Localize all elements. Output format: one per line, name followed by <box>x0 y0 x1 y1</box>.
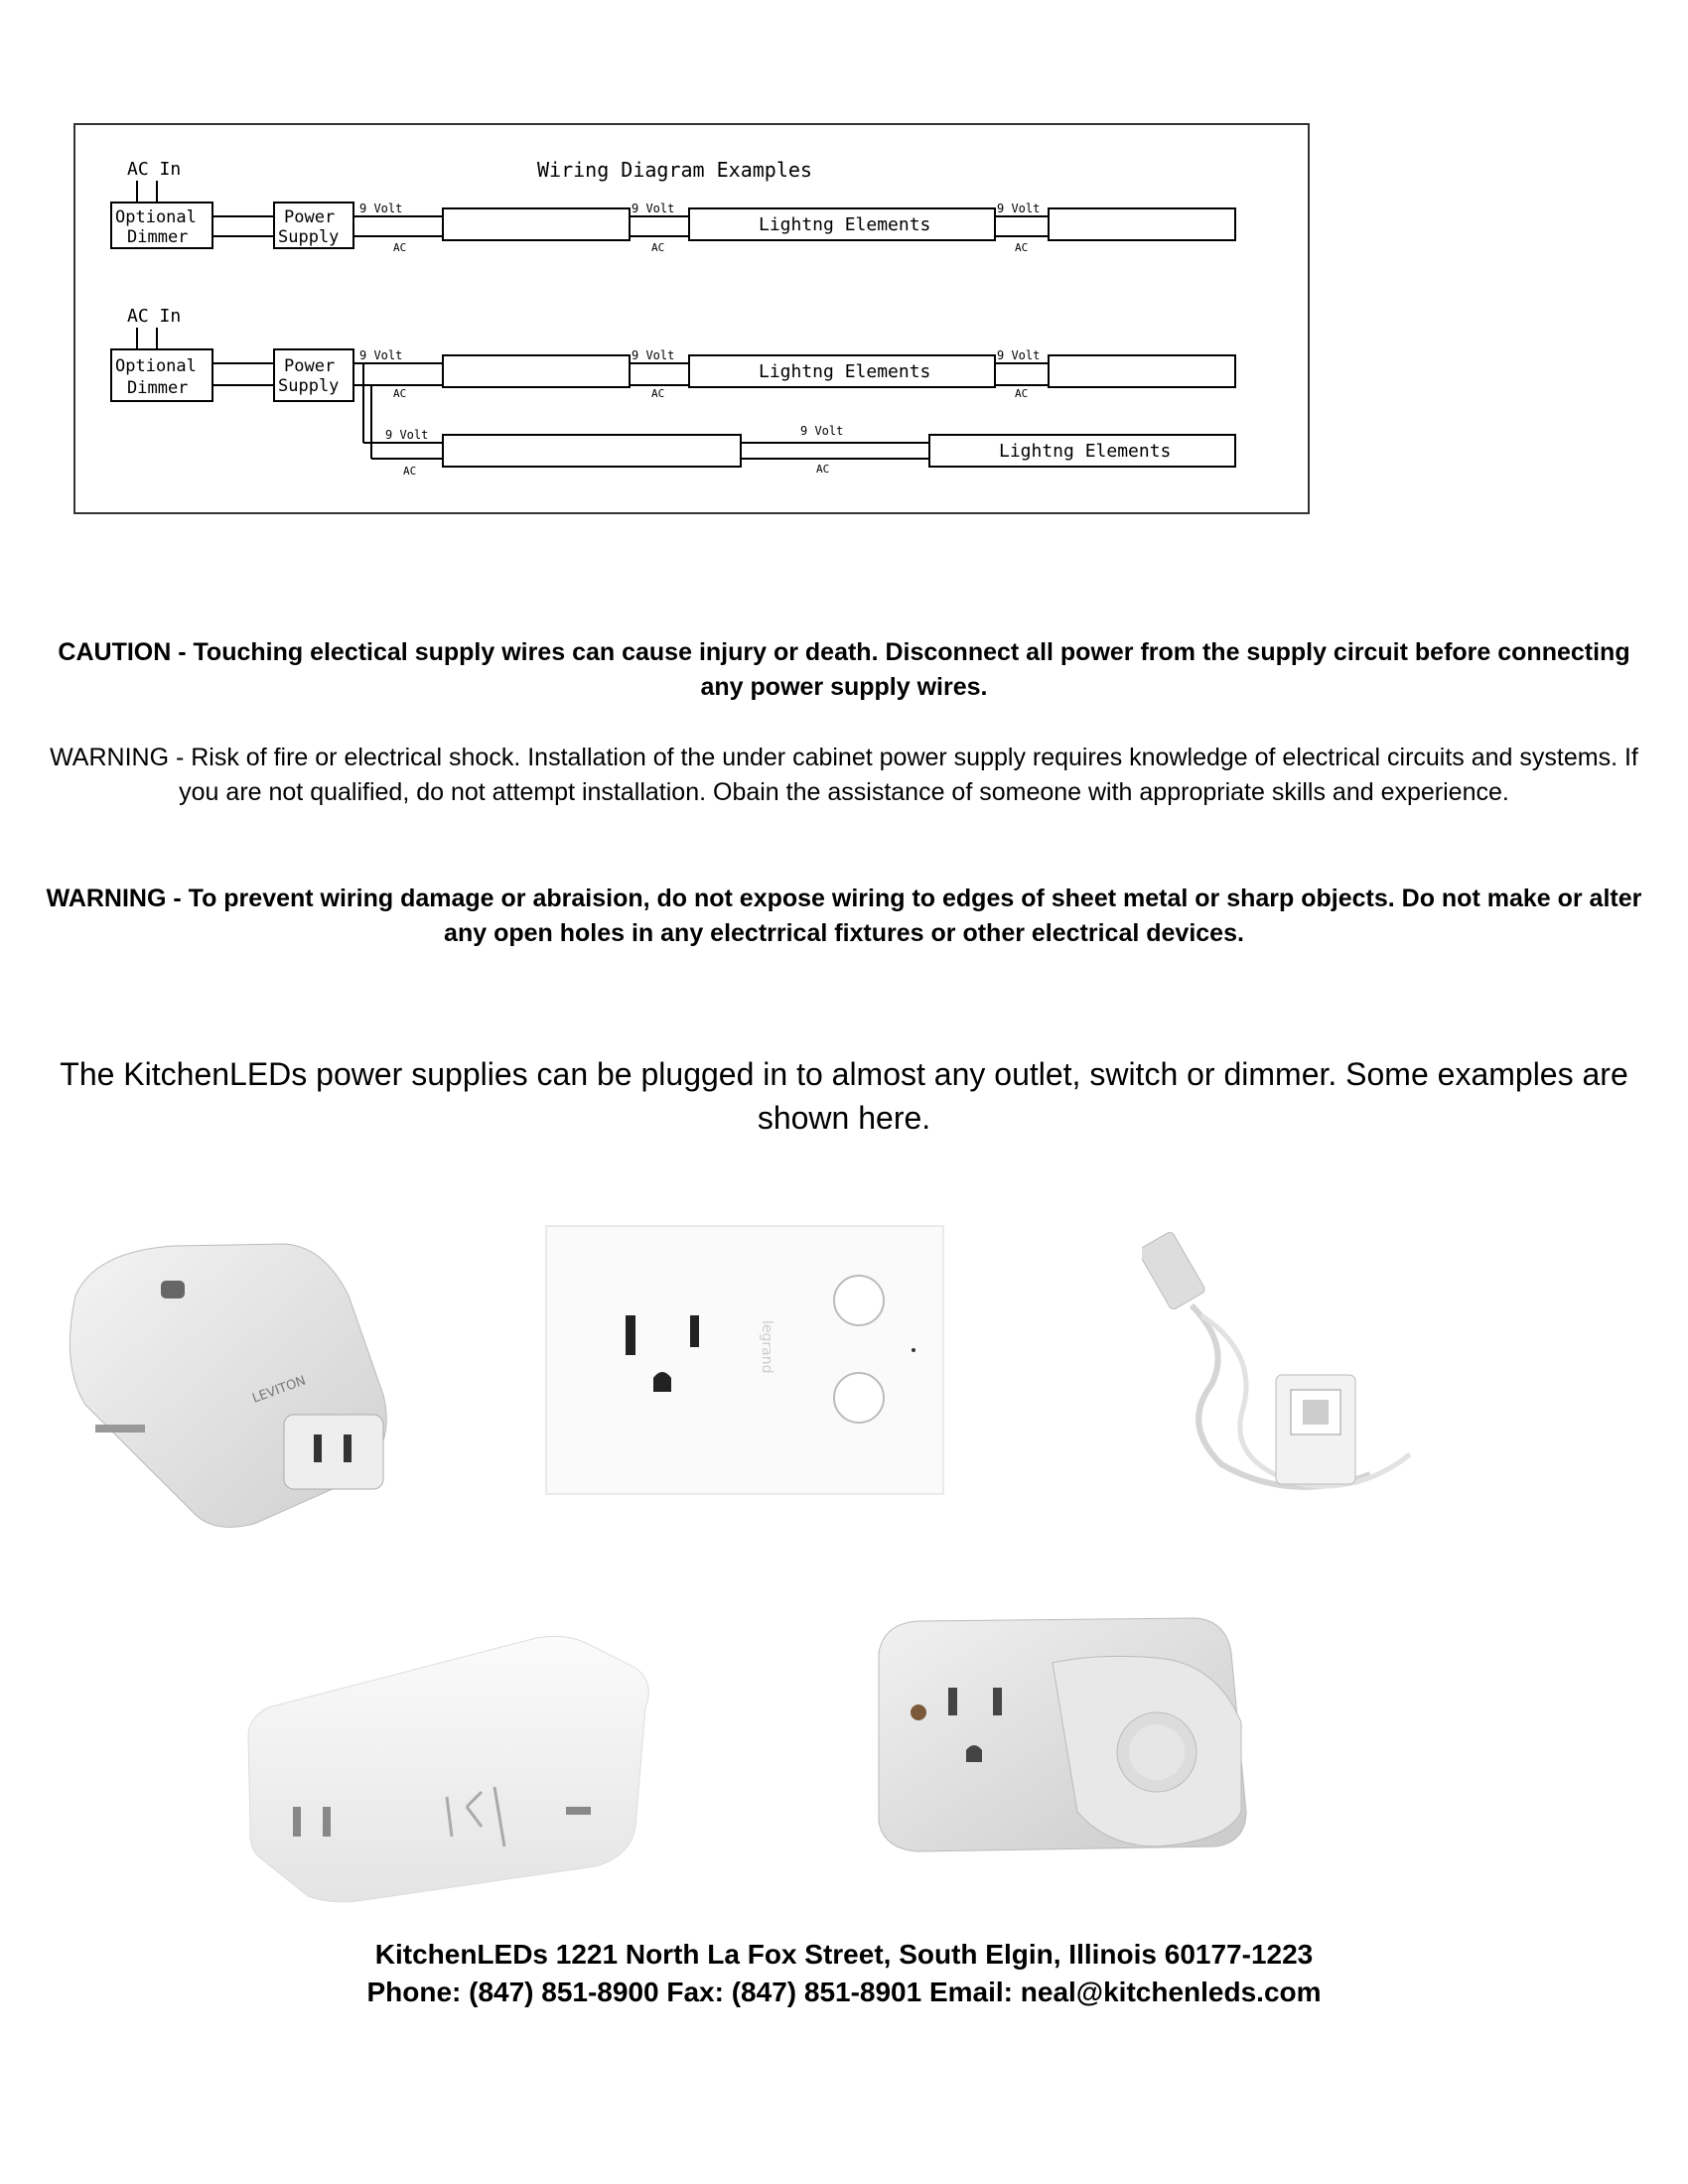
volt-label: 9 Volt <box>359 348 403 362</box>
switch-button-icon <box>834 1276 884 1325</box>
leviton-logo: LEVITON <box>250 1373 309 1407</box>
warning-wiring-text: WARNING - To prevent wiring damage or abraision, do not expose wiring to edges of sheet metal or sharp objects. Do not make or alter any open holes in any electrrical fixtures or other electrical devices. <box>46 885 1642 947</box>
power-label-1: Power <box>284 356 336 376</box>
dimmer-label-2: Dimmer <box>127 227 189 247</box>
volt-label: 9 Volt <box>385 428 429 442</box>
leviton-plug-in-dimmer-image <box>56 1236 443 1534</box>
diagram-title: Wiring Diagram Examples <box>537 158 812 182</box>
lighting-elements-label: Lightng Elements <box>999 441 1172 462</box>
caution-text: CAUTION - Touching electical supply wires can cause injury or death. Disconnect all power from the supply circuit before connecting any power supply wires. <box>58 638 1630 701</box>
volt-label: 9 Volt <box>997 202 1041 215</box>
intro-text: The KitchenLEDs power supplies can be plugged in to almost any outlet, switch or dimmer. Some examples are shown here. <box>60 1056 1628 1136</box>
legrand-logo: legrand <box>759 1320 774 1374</box>
volt-label: 9 Volt <box>800 424 844 438</box>
ac-in-label: AC In <box>127 306 182 327</box>
legrand-outlet-image <box>536 1221 953 1499</box>
motion-sensor-outlet-image <box>859 1613 1256 1871</box>
ac-label: AC <box>651 387 665 400</box>
light-segment <box>443 355 630 387</box>
light-segment <box>443 435 741 467</box>
light-segment <box>1049 355 1235 387</box>
light-segment <box>443 208 630 240</box>
volt-label: 9 Volt <box>632 202 675 215</box>
lighting-elements-label: Lightng Elements <box>759 214 931 235</box>
ac-label: AC <box>393 241 407 254</box>
footer-contact: Phone: (847) 851-8900 Fax: (847) 851-8901 Email: neal@kitchenleds.com <box>366 1977 1322 2007</box>
ac-label: AC <box>393 387 407 400</box>
smart-plug-image <box>238 1608 675 1906</box>
ac-label: AC <box>1015 387 1029 400</box>
power-label-1: Power <box>284 207 336 227</box>
ac-label: AC <box>816 463 830 476</box>
cord-switch-image <box>1142 1226 1440 1514</box>
ac-label: AC <box>403 465 417 478</box>
footer-address: KitchenLEDs 1221 North La Fox Street, South Elgin, Illinois 60177-1223 <box>374 1939 1314 1970</box>
dimmer-label-1: Optional <box>115 356 197 376</box>
wiring-diagram-drawing <box>75 125 1308 512</box>
volt-label: 9 Volt <box>632 348 675 362</box>
dimmer-slider-icon <box>161 1281 185 1298</box>
volt-label: 9 Volt <box>359 202 403 215</box>
light-segment <box>1049 208 1235 240</box>
dimmer-label-2: Dimmer <box>127 378 189 398</box>
power-label-2: Supply <box>278 227 340 247</box>
wiring-diagram <box>73 123 1310 514</box>
switch-button-icon <box>834 1373 884 1423</box>
volt-label: 9 Volt <box>997 348 1041 362</box>
dimmer-label-1: Optional <box>115 207 197 227</box>
ac-label: AC <box>651 241 665 254</box>
lighting-elements-label: Lightng Elements <box>759 361 931 382</box>
ac-in-label: AC In <box>127 159 182 180</box>
power-label-2: Supply <box>278 376 340 396</box>
ac-label: AC <box>1015 241 1029 254</box>
warning-shock-text: WARNING - Risk of fire or electrical shock. Installation of the under cabinet power supply requires knowledge of electrical circuits and systems. If you are not qualified, do not attempt installation. Obain the assistance of someone with appropriate skills and experience. <box>50 744 1638 806</box>
